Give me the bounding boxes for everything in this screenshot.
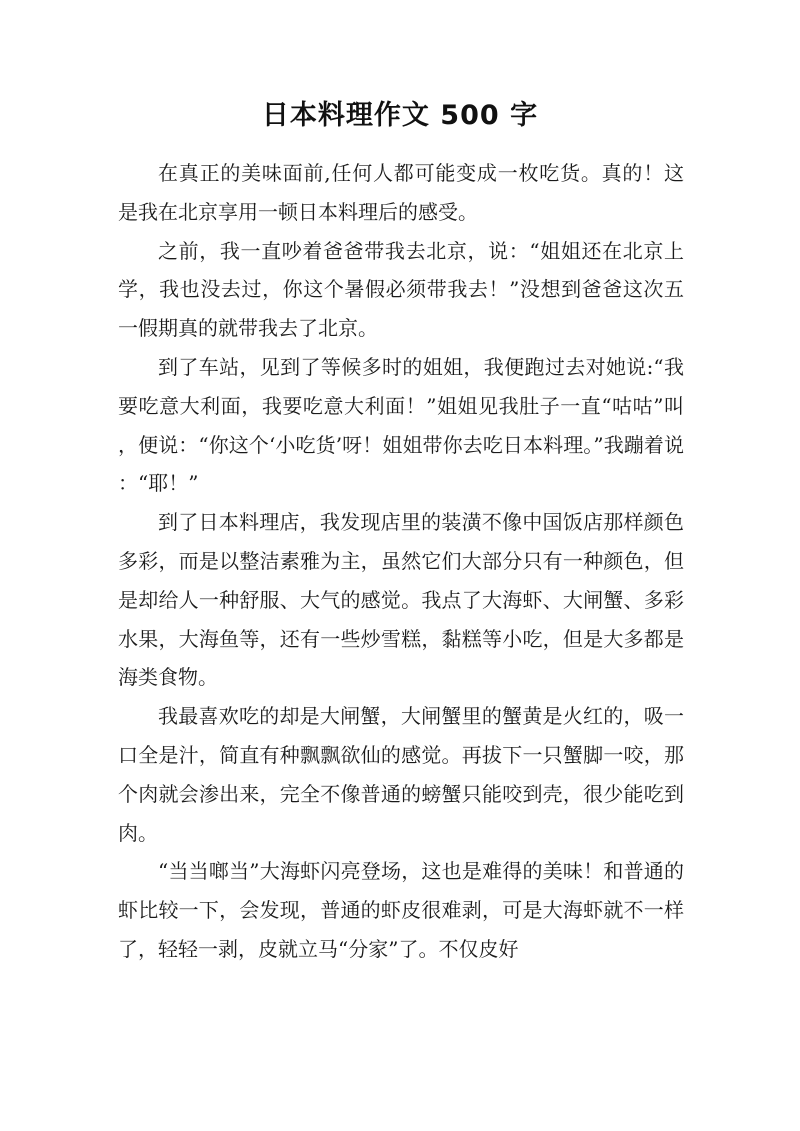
paragraph: “当当啷当”大海虾闪亮登场，这也是难得的美味！和普通的虾比较一下，会发现，普通的虾皮很难剥，可是大海虾就不一样了，轻轻一剥，皮就立马“分家”了。不仅皮好 — [118, 859, 684, 961]
paragraph: 我最喜欢吃的却是大闸蟹，大闸蟹里的蟹黄是火红的，吸一口全是汁，简直有种飘飘欲仙的感觉。再拔下一只蟹脚一咬，那个肉就会渗出来，完全不像普通的螃蟹只能咬到壳，很少能吃到肉。 — [118, 704, 684, 845]
paragraph: 到了日本料理店，我发现店里的装潢不像中国饭店那样颜色多彩，而是以整洁素雅为主，虽然它们大部分只有一种颜色，但是却给人一种舒服、大气的感觉。我点了大海虾、大闸蟹、多彩水果，大海鱼等，还有一些炒雪糕，黏糕等小吃，但是大多都是海类食物。 — [118, 510, 684, 690]
paragraph: 之前，我一直吵着爸爸带我去北京，说：“姐姐还在北京上学，我也没去过，你这个暑假必须带我去！”没想到爸爸这次五一假期真的就带我去了北京。 — [118, 238, 684, 341]
paragraph: 到了车站，见到了等候多时的姐姐，我便跑过去对她说:“我要吃意大利面，我要吃意大利面！”姐姐见我肚子一直“咕咕”叫，便说：“你这个‘小吃货’呀！姐姐带你去吃日本料理。”我蹦着说：“耶！” — [118, 354, 684, 496]
document-title: 日本料理作文 500 字 — [261, 100, 539, 131]
document-body — [118, 154, 684, 969]
paragraph: 在真正的美味面前,任何人都可能变成一枚吃货。真的！这是我在北京享用一顿日本料理后的感受。 — [118, 161, 684, 224]
